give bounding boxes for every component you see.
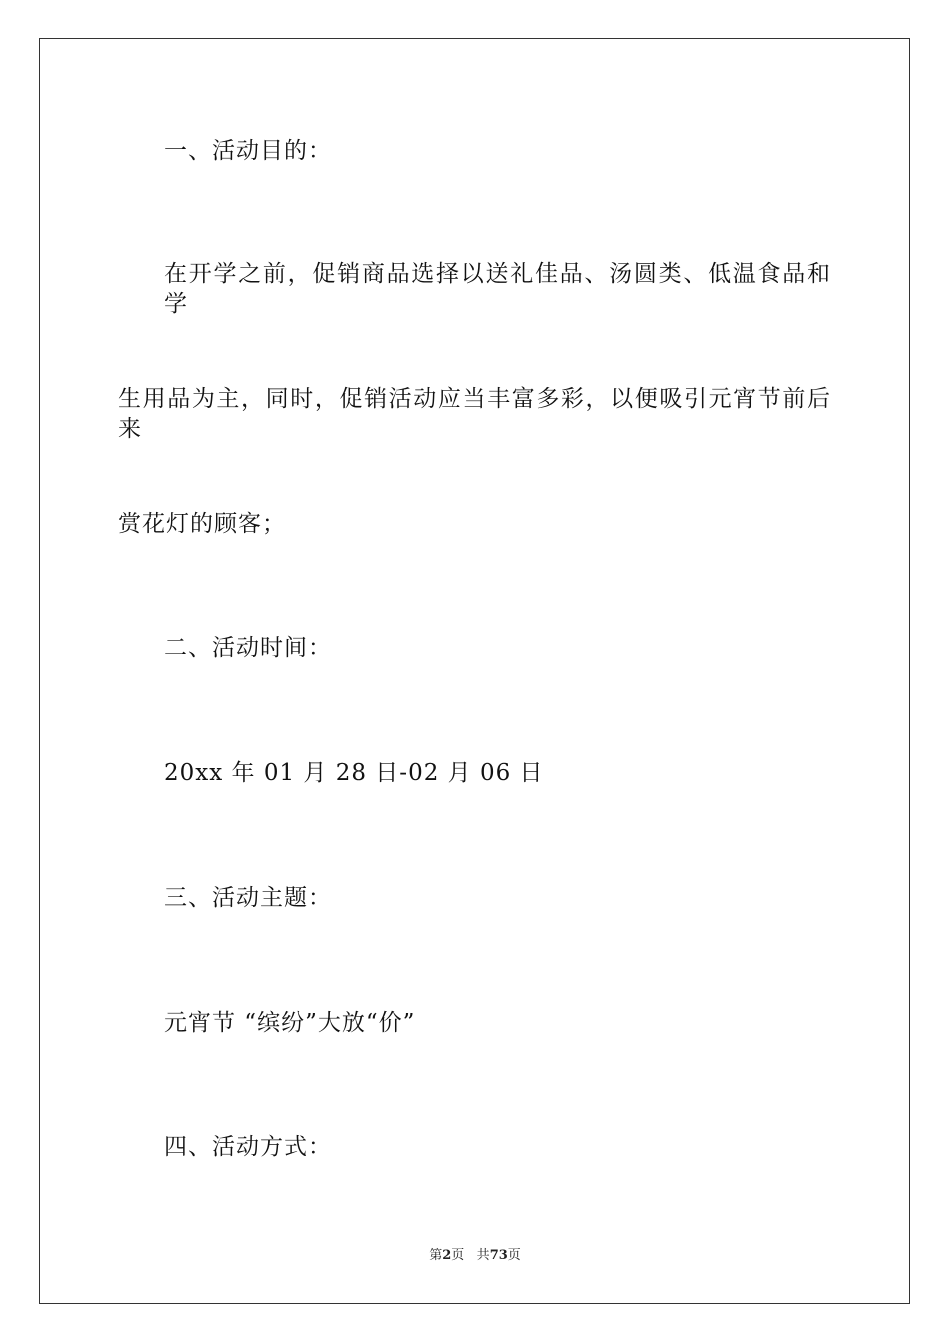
purpose-text-line-2: 生用品为主，同时，促销活动应当丰富多彩，以便吸引元宵节前后来 xyxy=(118,386,831,442)
theme-text: 元宵节 “缤纷”大放“价” xyxy=(164,1010,416,1036)
purpose-text-line-1: 在开学之前，促销商品选择以送礼佳品、汤圆类、低温食品和学 xyxy=(164,261,831,317)
heading-time: 二、活动时间： xyxy=(164,635,332,661)
heading-purpose: 一、活动目的： xyxy=(164,138,332,164)
heading-theme: 三、活动主题： xyxy=(164,885,332,911)
time-text: 20xx 年 01 月 28 日-02 月 06 日 xyxy=(164,760,544,786)
footer-prefix: 第 xyxy=(429,1248,443,1263)
footer-page-number: 2 xyxy=(442,1248,452,1263)
page-frame xyxy=(39,38,910,1304)
footer-total-pages: 73 xyxy=(489,1248,508,1263)
footer-page-suffix: 页 xyxy=(451,1248,465,1263)
purpose-text-line-3: 赏花灯的顾客； xyxy=(118,511,286,537)
heading-method: 四、活动方式： xyxy=(164,1134,332,1160)
footer-total-suffix: 页 xyxy=(507,1248,521,1263)
page-footer xyxy=(0,1247,950,1265)
footer-total-prefix: 共 xyxy=(476,1248,490,1263)
